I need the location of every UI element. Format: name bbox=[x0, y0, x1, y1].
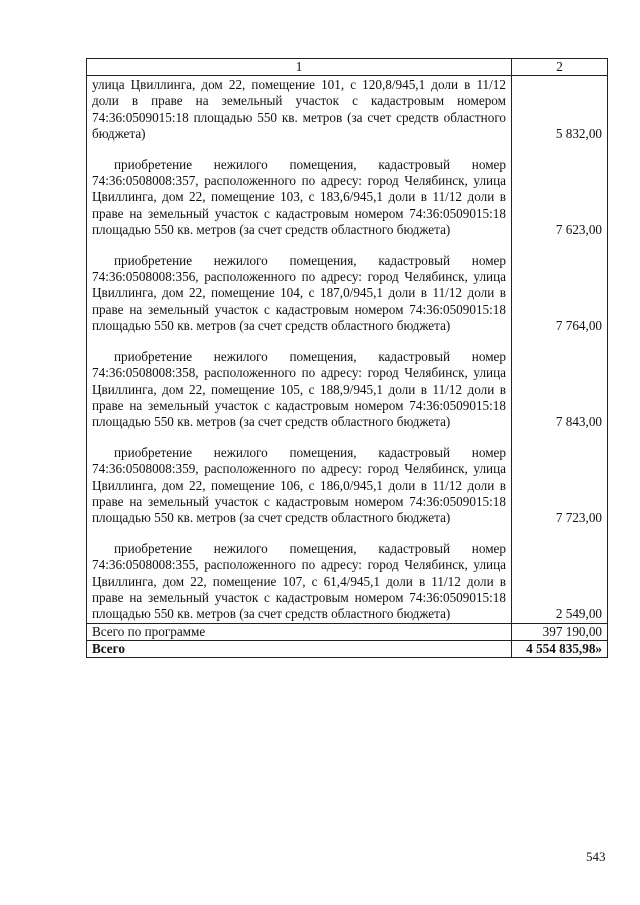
row-amount: 2 549,00 bbox=[512, 541, 608, 624]
column-header-1: 1 bbox=[87, 59, 512, 76]
table-header-row bbox=[87, 59, 608, 76]
row-description: приобретение нежилого помещения, кадастровый номер 74:36:0508008:357, расположенного по адресу: город Челябинск, улица Цвиллинга, дом 22, помещение 103, с 183,6/945,1 доли в 11/12 доли в праве на земельный участок с кадастровым номером 74:36:0509015:18 площадью 550 кв. метров (за счет средств областного бюджета) bbox=[87, 157, 512, 253]
row-amount: 7 723,00 bbox=[512, 445, 608, 541]
program-total-label: Всего по программе bbox=[87, 623, 512, 640]
row-description: приобретение нежилого помещения, кадастровый номер 74:36:0508008:355, расположенного по адресу: город Челябинск, улица Цвиллинга, дом 22, помещение 107, с 61,4/945,1 доли в 11/12 доли в праве на земельный участок с кадастровым номером 74:36:0509015:18 площадью 550 кв. метров (за счет средств областного бюджета) bbox=[87, 541, 512, 624]
table-row bbox=[87, 349, 608, 445]
row-amount: 7 623,00 bbox=[512, 157, 608, 253]
table-row bbox=[87, 253, 608, 349]
budget-table bbox=[86, 58, 608, 658]
table-row bbox=[87, 541, 608, 624]
table-row bbox=[87, 157, 608, 253]
row-description: приобретение нежилого помещения, кадастровый номер 74:36:0508008:358, расположенного по адресу: город Челябинск, улица Цвиллинга, дом 22, помещение 105, с 188,9/945,1 доли в 11/12 доли в праве на земельный участок с кадастровым номером 74:36:0509015:18 площадью 550 кв. метров (за счет средств областного бюджета) bbox=[87, 349, 512, 445]
row-description: улица Цвиллинга, дом 22, помещение 101, с 120,8/945,1 доли в 11/12 доли в праве на земельный участок с кадастровым номером 74:36:0509015:18 площадью 550 кв. метров (за счет средств областного бюджета) bbox=[87, 76, 512, 157]
table-row bbox=[87, 445, 608, 541]
grand-total-amount: 4 554 835,98» bbox=[512, 640, 608, 657]
program-total-row bbox=[87, 623, 608, 640]
row-amount: 7 764,00 bbox=[512, 253, 608, 349]
row-amount: 5 832,00 bbox=[512, 76, 608, 157]
program-total-amount: 397 190,00 bbox=[512, 623, 608, 640]
grand-total-row bbox=[87, 640, 608, 657]
page-number: 543 bbox=[586, 849, 606, 864]
column-header-2: 2 bbox=[512, 59, 608, 76]
table-row bbox=[87, 76, 608, 157]
row-description: приобретение нежилого помещения, кадастровый номер 74:36:0508008:359, расположенного по адресу: город Челябинск, улица Цвиллинга, дом 22, помещение 106, с 186,0/945,1 доли в 11/12 доли в праве на земельный участок с кадастровым номером 74:36:0509015:18 площадью 550 кв. метров (за счет средств областного бюджета) bbox=[87, 445, 512, 541]
row-description: приобретение нежилого помещения, кадастровый номер 74:36:0508008:356, расположенного по адресу: город Челябинск, улица Цвиллинга, дом 22, помещение 104, с 187,0/945,1 доли в 11/12 доли в праве на земельный участок с кадастровым номером 74:36:0509015:18 площадью 550 кв. метров (за счет средств областного бюджета) bbox=[87, 253, 512, 349]
row-amount: 7 843,00 bbox=[512, 349, 608, 445]
grand-total-label: Всего bbox=[87, 640, 512, 657]
